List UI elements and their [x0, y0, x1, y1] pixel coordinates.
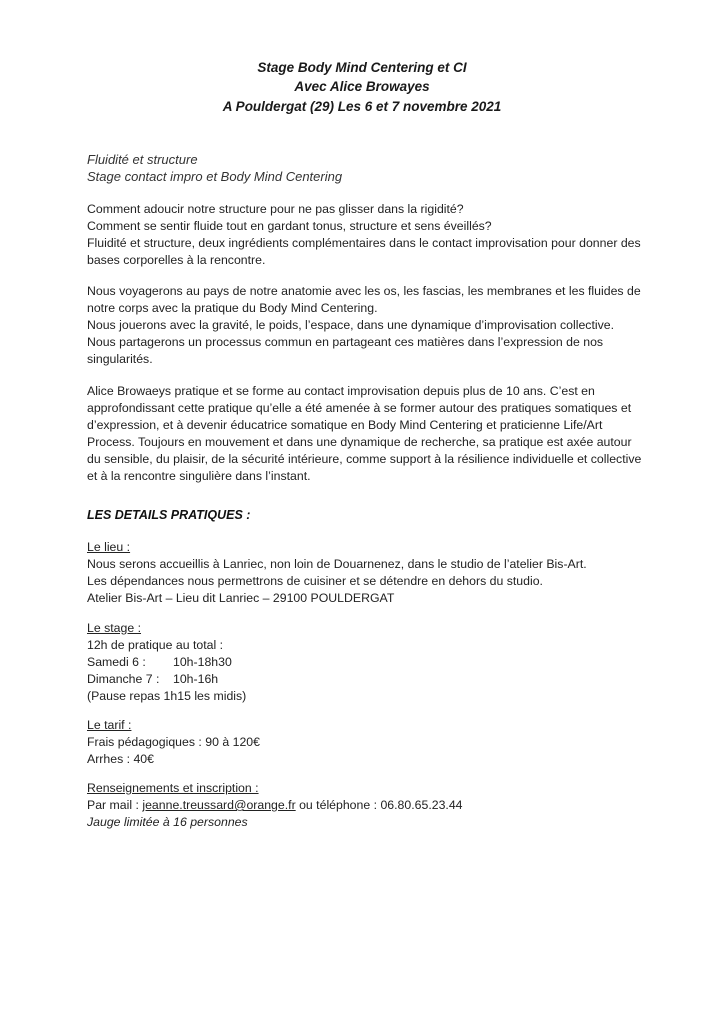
- theme-line: Fluidité et structure: [87, 152, 198, 167]
- text-line: Nous serons accueillis à Lanriec, non loin de Douarnenez, dans le studio de l’atelier Bis-Art.: [87, 557, 587, 571]
- intro-paragraph-questions: [87, 201, 647, 269]
- workshop-heading: Le stage :: [87, 621, 142, 635]
- theme-subtitles: [87, 151, 342, 185]
- text-line: Comment se sentir fluide tout en gardant tonus, structure et sens éveillés?: [87, 219, 492, 233]
- venue-heading: Le lieu :: [87, 540, 131, 554]
- tuition-fee: Frais pédagogiques : 90 à 120€: [87, 735, 260, 749]
- text-line: d’expression, et à devenir éducatrice somatique en Body Mind Centering et praticienne Life/Art: [87, 418, 603, 432]
- deposit-fee: Arrhes : 40€: [87, 752, 154, 766]
- schedule-hours: 10h-18h30: [173, 655, 232, 669]
- text-line: bases corporelles à la rencontre.: [87, 253, 266, 267]
- contact-line: [87, 797, 463, 814]
- lunch-break-note: (Pause repas 1h15 les midis): [87, 689, 247, 703]
- text-line: Alice Browaeys pratique et se forme au contact improvisation depuis plus de 10 ans. C’est en: [87, 384, 595, 398]
- text-line: et à la rencontre singulière dans l’instant.: [87, 469, 311, 483]
- theme-line: Stage contact impro et Body Mind Centering: [87, 169, 343, 184]
- schedule-row: [87, 654, 246, 671]
- pricing-section: [87, 717, 260, 768]
- email-link[interactable]: jeanne.treussard@orange.fr: [142, 798, 296, 812]
- text-line: singularités.: [87, 352, 153, 366]
- schedule-day: Samedi 6 :: [87, 655, 146, 669]
- practical-details-heading: LES DETAILS PRATIQUES :: [87, 508, 251, 522]
- text-line: Process. Toujours en mouvement et dans une dynamique de recherche, sa pratique est axée autour: [87, 435, 632, 449]
- mail-prefix: Par mail :: [87, 798, 143, 812]
- capacity-note: Jauge limitée à 16 personnes: [87, 815, 248, 829]
- text-line: Fluidité et structure, deux ingrédients complémentaires dans le contact improvisation pour donner des: [87, 236, 641, 250]
- text-line: notre corps avec la pratique du Body Mind Centering.: [87, 301, 378, 315]
- text-line: Nous partagerons un processus commun en partageant ces matières dans l’expression de nos: [87, 335, 604, 349]
- text-line: Les dépendances nous permettrons de cuisiner et se détendre en dehors du studio.: [87, 574, 543, 588]
- contact-section: [87, 780, 463, 831]
- pricing-heading: Le tarif :: [87, 718, 132, 732]
- text-line: Comment adoucir notre structure pour ne pas glisser dans la rigidité?: [87, 202, 464, 216]
- text-line: Nous jouerons avec la gravité, le poids, l’espace, dans une dynamique d’improvisation collective.: [87, 318, 615, 332]
- document-subtitle-location-date: A Pouldergat (29) Les 6 et 7 novembre 2021: [222, 99, 502, 114]
- contact-heading: Renseignements et inscription :: [87, 781, 259, 795]
- venue-section: [87, 539, 587, 607]
- schedule-row: [87, 671, 246, 688]
- venue-address: Atelier Bis-Art – Lieu dit Lanriec – 29100 POULDERGAT: [87, 591, 395, 605]
- total-hours: 12h de pratique au total :: [87, 638, 224, 652]
- phone-text: ou téléphone : 06.80.65.23.44: [295, 798, 463, 812]
- text-line: approfondissant cette pratique qu’elle a été amenée à se former autour des pratiques somatiques et: [87, 401, 632, 415]
- document-subtitle-teacher: Avec Alice Browayes: [294, 79, 430, 94]
- schedule-day: Dimanche 7 :: [87, 672, 160, 686]
- workshop-section: [87, 620, 246, 705]
- teacher-bio-paragraph: [87, 383, 647, 485]
- intro-paragraph-anatomy: [87, 283, 647, 368]
- text-line: du sensible, du plaisir, de la sécurité intérieure, comme support à la résilience individuelle et collective: [87, 452, 642, 466]
- schedule-hours: 10h-16h: [173, 672, 219, 686]
- text-line: Nous voyagerons au pays de notre anatomie avec les os, les fascias, les membranes et les fluides de: [87, 284, 641, 298]
- document-title: Stage Body Mind Centering et CI: [257, 60, 467, 75]
